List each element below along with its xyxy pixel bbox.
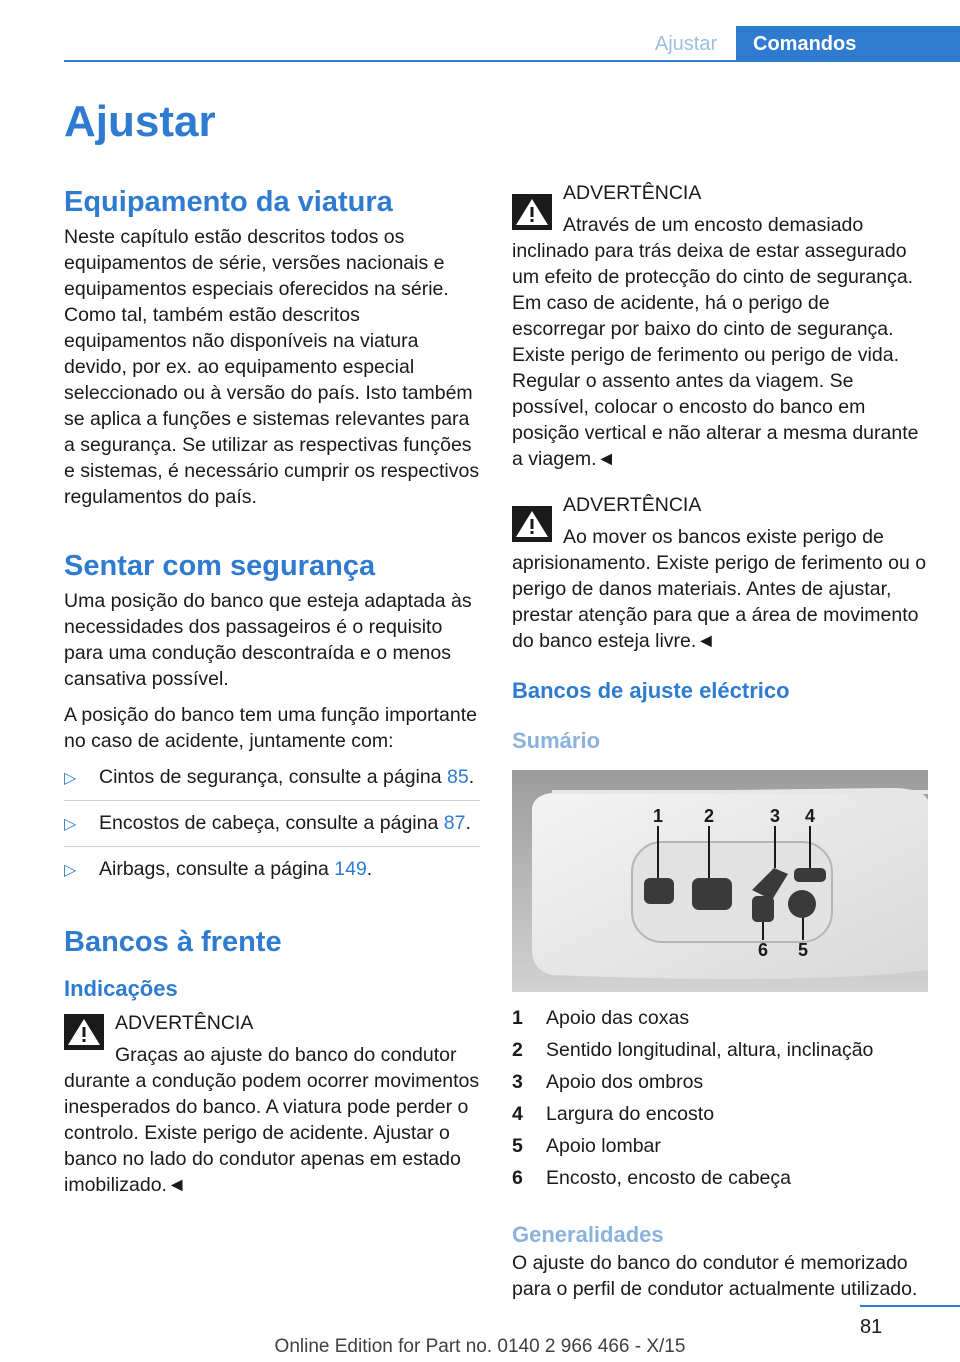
warning-icon	[512, 506, 552, 542]
warning-text: Graças ao ajuste do banco do condutor durante a condução podem ocorrer movimentos inesperados do banco. A viatura pode perder o controlo. Existe perigo de acidente. Ajustar o banco no lado do condutor apenas em estado imobilizado.◄	[64, 1044, 480, 1196]
page-link[interactable]: 149	[334, 858, 367, 880]
photo-label: 2	[703, 806, 715, 826]
list-item	[512, 1034, 928, 1066]
warning-icon	[512, 194, 552, 230]
legend-number: 1	[512, 1007, 523, 1029]
list-item: ▷ Encostos de cabeça, consulte a página 87.	[64, 810, 480, 847]
triangle-bullet-icon: ▷	[64, 816, 77, 833]
warning-text: Ao mover os bancos existe perigo de aprisionamento. Existe perigo de ferimento ou o perigo de danos materiais. Antes de ajustar, prestar atenção para que a área de movimento do banco esteja livre.◄	[512, 526, 927, 652]
triangle-bullet-icon: ▷	[64, 862, 77, 879]
list-item	[512, 1098, 928, 1130]
page-number-rule	[860, 1305, 960, 1307]
list-item: ▷ Cintos de segurança, consulte a página 85.	[64, 764, 480, 801]
photo-label: 1	[652, 806, 664, 826]
warning-label: ADVERTÊNCIA	[563, 182, 702, 204]
section-title-bancos: Bancos à frente	[64, 926, 282, 958]
tab-comandos[interactable]: Comandos	[736, 26, 960, 62]
legend-number: 5	[512, 1135, 523, 1157]
legend-text: Encosto, encosto de cabeça	[546, 1167, 791, 1189]
legend-text: Apoio lombar	[546, 1135, 661, 1157]
bullet-list	[64, 764, 480, 892]
photo-label: 5	[797, 940, 809, 960]
triangle-bullet-icon: ▷	[64, 770, 77, 787]
warning-block	[64, 1010, 480, 1198]
warning-label: ADVERTÊNCIA	[563, 494, 702, 516]
left-column	[64, 180, 480, 1198]
subsection-title-sumario: Sumário	[512, 728, 601, 753]
section-text-sentar-1: Uma posição do banco que esteja adaptada às necessidades dos passageiros é o requisito para uma condução descontraída e o menos cansativa possível.	[64, 590, 472, 690]
legend-list	[512, 1002, 928, 1194]
right-column	[512, 180, 928, 1302]
legend-number: 2	[512, 1039, 523, 1061]
warning-block	[512, 180, 928, 472]
warning-label: ADVERTÊNCIA	[115, 1012, 254, 1034]
page-link[interactable]: 87	[443, 812, 466, 834]
seat-controls-photo	[512, 770, 928, 992]
warning-text: Através de um encosto demasiado inclinado para trás deixa de estar assegurado um efeito de protecção do cinto de segurança. Em caso de acidente, há o perigo de escorregar por baixo do cinto de segurança. Existe perigo de ferimento ou perigo de vida. Regular o assento antes da viagem. Se possível, colocar o encosto do banco em posição vertical e não alterar a mesma durante a viagem.◄	[512, 214, 919, 470]
section-text-sentar-2: A posição do banco tem uma função importante no caso de acidente, juntamente com:	[64, 704, 478, 752]
list-item	[512, 1066, 928, 1098]
page-number: 81	[860, 1316, 883, 1338]
photo-label: 4	[804, 806, 816, 826]
bullet-text: Airbags, consulte a página	[99, 858, 335, 880]
section-text-equipamento: Neste capítulo estão descritos todos os equipamentos de série, versões nacionais e equipamentos especiais oferecidos na série. Como tal, também estão descritos equipamentos não disponíveis na viatura devido, por ex. ao equipamento especial seleccionado ou à versão do país. Isto também se aplica a funções e sistemas relevantes para a segurança. Se utilizar as respectivas funções e sistemas, é necessário cumprir os respectivos regulamentos do país.	[64, 226, 480, 508]
tab-ajustar[interactable]: Ajustar	[636, 26, 736, 62]
list-item	[512, 1002, 928, 1034]
photo-label: 6	[757, 940, 769, 960]
bullet-text: Cintos de segurança, consulte a página	[99, 766, 447, 788]
list-item: ▷ Airbags, consulte a página 149.	[64, 856, 480, 892]
page-title: Ajustar	[64, 97, 216, 146]
legend-number: 4	[512, 1103, 523, 1125]
subsection-title-generalidades: Generalidades	[512, 1222, 664, 1247]
bullet-text: Encostos de cabeça, consulte a página	[99, 812, 444, 834]
legend-number: 6	[512, 1167, 523, 1189]
warning-block	[512, 492, 928, 654]
legend-text: Sentido longitudinal, altura, inclinação	[546, 1039, 874, 1061]
warning-icon	[64, 1014, 104, 1050]
legend-text: Apoio das coxas	[546, 1007, 690, 1029]
seat-controls-illustration	[512, 770, 928, 992]
page-link[interactable]: 85	[446, 766, 469, 788]
legend-number: 3	[512, 1071, 523, 1093]
legend-text: Largura do encosto	[546, 1103, 715, 1125]
photo-label: 3	[769, 806, 781, 826]
subsection-title-indicacoes: Indicações	[64, 976, 178, 1001]
footer: Online Edition for Part no. 0140 2 966 466 - X/15	[274, 1336, 686, 1357]
legend-text: Apoio dos ombros	[546, 1071, 704, 1093]
section-title-equipamento: Equipamento da viatura	[64, 186, 393, 218]
list-item	[512, 1162, 928, 1194]
section-title-sentar: Sentar com segurança	[64, 550, 376, 582]
list-item	[512, 1130, 928, 1162]
generalidades-text: O ajuste do banco do condutor é memorizado para o perfil de condutor actualmente utilizado.	[512, 1252, 918, 1300]
header-rule	[64, 60, 960, 62]
subsection-title-bancos-electricos: Bancos de ajuste eléctrico	[512, 678, 790, 703]
